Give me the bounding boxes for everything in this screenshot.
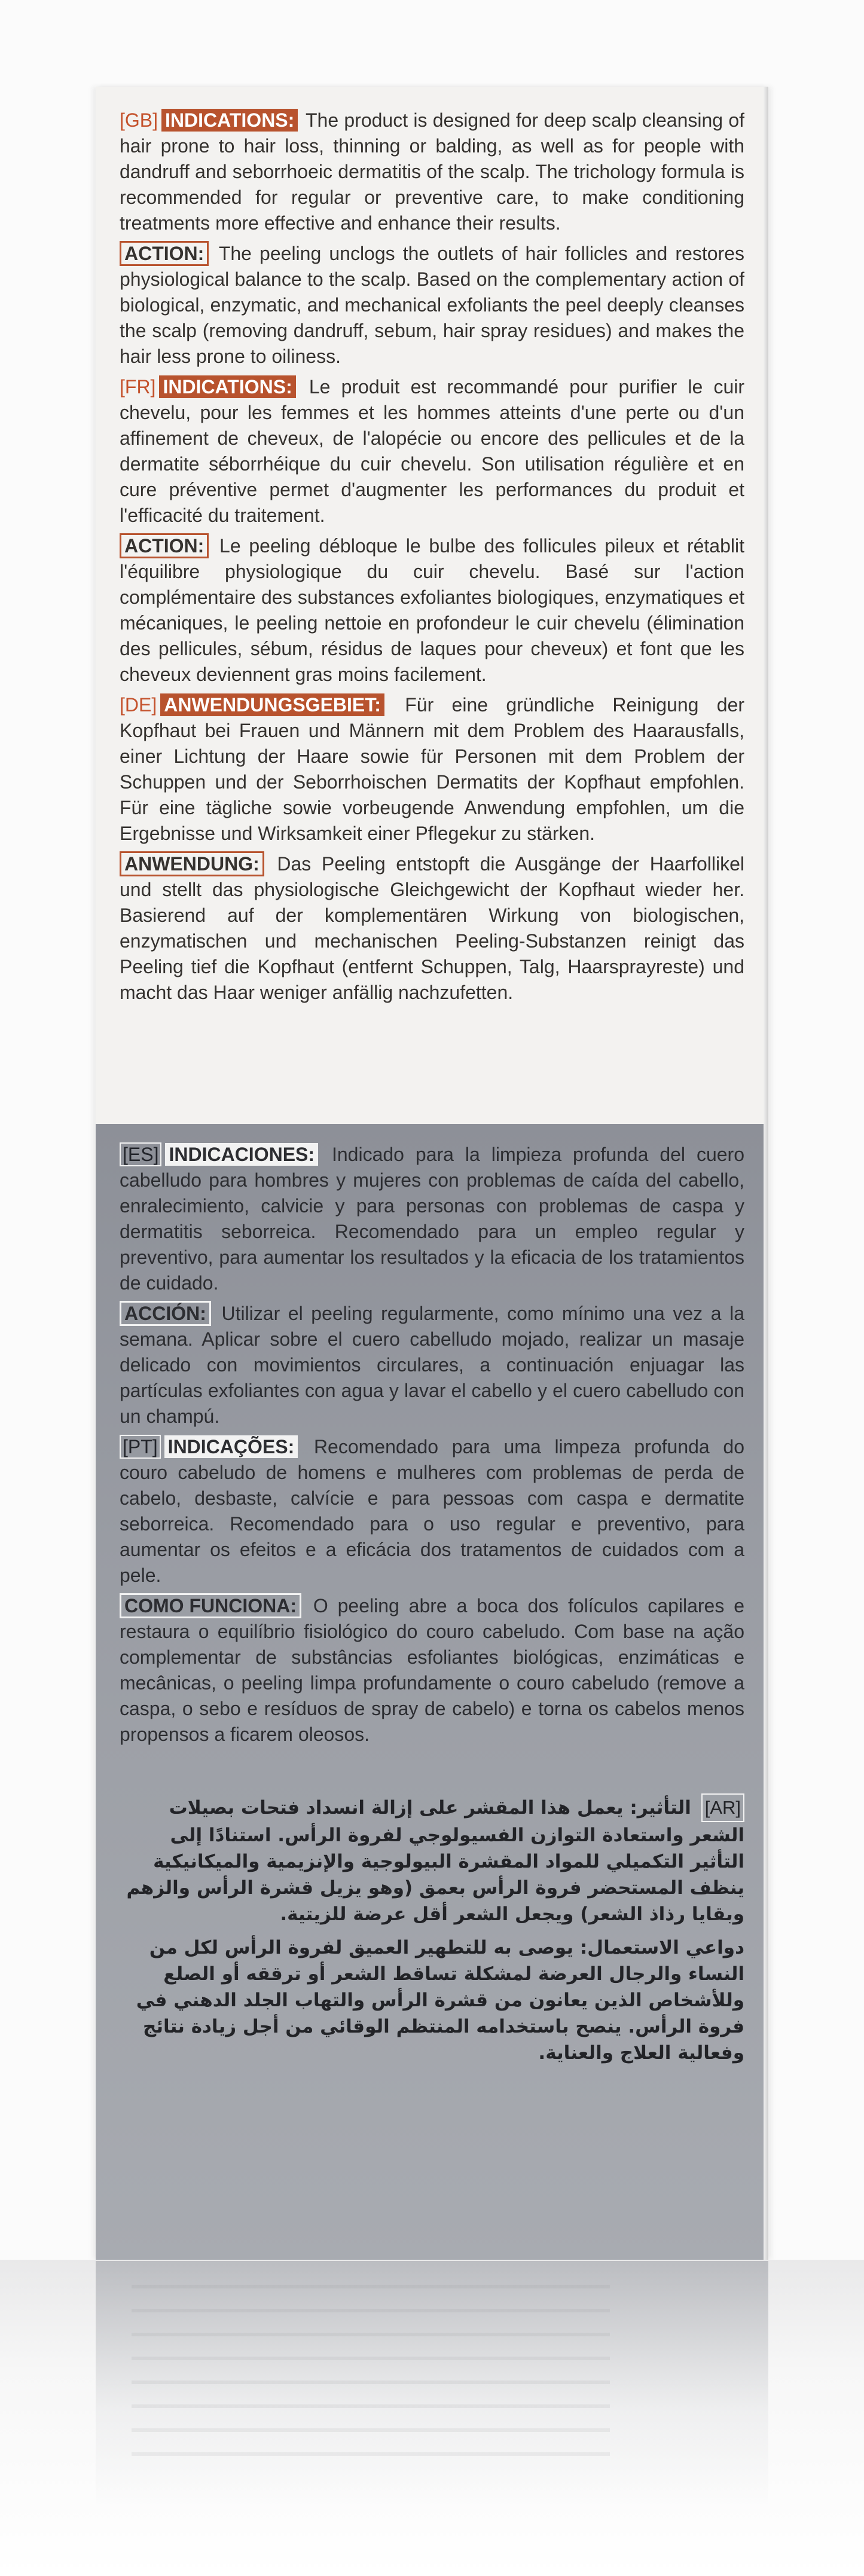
pt-indications-header: INDICAÇÕES: (164, 1435, 298, 1458)
es-action-header: ACCIÓN: (120, 1301, 211, 1326)
top-text-block (120, 108, 744, 1010)
arabic-text-block (120, 1793, 744, 2073)
pt-language-code: [PT] (120, 1435, 161, 1459)
pt-action-paragraph (120, 1593, 744, 1747)
es-language-code: [ES] (120, 1142, 161, 1166)
ar-action-text: التأثير: يعمل هذا المقشر على إزالة انسداد فتحات بصيلات الشعر واستعادة التوازن الفسيولوجي لفروة الرأس. استنادًا إلى التأثير التكميلي للمواد المقشرة البيولوجية والإنزيمية والميكانيكية ينظف المستحضر فروة الرأس بعمق (وهو يزيل قشرة الرأس والزهم وبقايا رذاذ الشعر) ويجعل الشعر أقل عرضة للزيتية. (126, 1797, 744, 1925)
de-action-header: ANWENDUNG: (120, 851, 264, 876)
gb-language-code: [GB] (120, 109, 158, 131)
fr-action-text: Le peeling débloque le bulbe des follicules pileux et rétablit l'équilibre physiologique du cuir chevelu. Basé sur l'action complémentaire des substances exfoliantes biologiques, enzymatiques et mécaniques, le peeling nettoie en profondeur le cuir chevelu (élimination des pellicules, sébum, résidus de laques pour cheveux) et font que les cheveux deviennent gras moins facilement. (120, 535, 744, 685)
pt-indications-text: Recomendado para uma limpeza profunda do couro cabeludo de homens e mulheres com problemas de perda de cabelo, desbaste, calvície e para pessoas com caspa e dermatite seborreica. Recomendado para o uso regular e preventivo, para aumentar os efeitos e a eficácia dos tratamentos de cuidados com a pele. (120, 1436, 745, 1586)
es-indications-text: Indicado para la limpieza profunda del cuero cabelludo para hombres y mujeres con problemas de caída del cabello, enralecimiento, calvicie y para personas con problemas de caspa y dermatitis seborreica. Recomendado para un empleo regular y preventivo, para aumentar los resultados y la eficacia de los tratamientos de cuidado. (120, 1144, 745, 1294)
gb-action-header: ACTION: (120, 241, 209, 266)
fr-action-paragraph (120, 533, 744, 687)
fr-action-header: ACTION: (120, 533, 209, 558)
de-language-code: [DE] (120, 694, 157, 716)
ar-indications-paragraph (120, 1935, 744, 2066)
fr-indications-text: Le produit est recommandé pour purifier le cuir chevelu, pour les femmes et les hommes atteints d'une perte ou d'un affinement de cheveux, de l'alopécie ou encore des pellicules et de la dermatite séborrhéique du cuir chevelu. Son utilisation régulière et en cure préventive permet d'augmenter les performances du produit et l'efficacité du traitement. (120, 376, 745, 526)
de-indications-paragraph (120, 692, 744, 847)
de-action-text: Das Peeling entstopft die Ausgänge der Haarfollikel und stellt das physiologische Gleichgewicht der Kopfhaut wieder her. Basierend auf der komplementären Wirkung von biologischen, enzymatischen und mechanischen Peeling-Substanzen reinigt das Peeling tief die Kopfhaut (entfernt Schuppen, Talg, Haarsprayreste) und macht das Haar weniger anfällig nachzufetten. (120, 853, 745, 1003)
es-indications-header: INDICACIONES: (165, 1143, 318, 1166)
es-indications-paragraph (120, 1142, 744, 1296)
es-action-text: Utilizar el peeling regularmente, como mínimo una vez a la semana. Aplicar sobre el cuero cabelludo mojado, realizar un masaje delicado con movimientos circulares, a continuación enjuagar las partículas exfoliantes con agua y lavar el cabello y el cuero cabelludo con un champú. (120, 1303, 745, 1427)
box-reflection (96, 2261, 768, 2512)
fr-language-code: [FR] (120, 376, 156, 398)
gb-action-paragraph (120, 241, 744, 369)
ar-action-paragraph (120, 1793, 744, 1927)
fr-indications-header: INDICATIONS: (159, 375, 295, 398)
gb-action-text: The peeling unclogs the outlets of hair follicles and restores physiological balance to the scalp. Based on the complementary action of biological, enzymatic, and mechanical exfoliants the peel deeply cleanses the scalp (removing dandruff, sebum, hair spray residues) and makes the hair less prone to oiliness. (120, 243, 745, 367)
fr-indications-paragraph (120, 374, 744, 528)
pt-action-header: COMO FUNCIONA: (120, 1593, 301, 1618)
gb-indications-header: INDICATIONS: (161, 109, 298, 132)
bottom-text-block (120, 1142, 744, 1752)
pt-action-text: O peeling abre a boca dos folículos capilares e restaura o equilíbrio fisiológico do couro cabeludo. Com base na ação complementar de substâncias esfoliantes biológicas, enzimáticas e mecânicas, o peeling limpa profundamente o couro cabeludo (remove a caspa, o sebo e resíduos de spray de cabelo) e torna os cabelos menos propensos a ficarem oleosos. (120, 1595, 745, 1745)
ar-language-code: [AR] (701, 1793, 744, 1822)
de-action-paragraph (120, 851, 744, 1006)
gb-indications-paragraph (120, 108, 744, 236)
de-indications-text: Für eine gründliche Reinigung der Kopfhaut bei Frauen und Männern mit dem Problem des Haarausfalls, einer Lichtung der Haare sowie für Personen mit dem Problem der Schuppen und der Seborrhoischen Dermatits der Kopfhaut empfohlen. Für eine tägliche sowie vorbeugende Anwendung empfohlen, um die Ergebnisse und Wirksamkeit einer Pflegekur zu stärken. (120, 694, 745, 844)
ar-indications-text: دواعي الاستعمال: يوصى به للتطهير العميق لفروة الرأس لكل من النساء والرجال العرضة لمشكلة تساقط الشعر أو ترققه أو الصلع وللأشخاص الذين يعانون من قشرة الرأس والتهاب الجلد الدهني في فروة الرأس. ينصح باستخدامه المنتظم الوقائي من أجل زيادة نتائج وفعالية العلاج والعناية. (136, 1937, 744, 2064)
de-indications-header: ANWENDUNGSGEBIET: (160, 693, 384, 716)
gb-indications-text: The product is designed for deep scalp cleansing of hair prone to hair loss, thinning or balding, as well as for people with dandruff and seborrhoeic dermatitis of the scalp. The trichology formula is recommended for regular or preventive care, to make conditioning treatments more effective and enhance their results. (120, 109, 745, 234)
product-box-side-panel (96, 87, 768, 2260)
pt-indications-paragraph (120, 1434, 744, 1588)
es-action-paragraph (120, 1301, 744, 1429)
